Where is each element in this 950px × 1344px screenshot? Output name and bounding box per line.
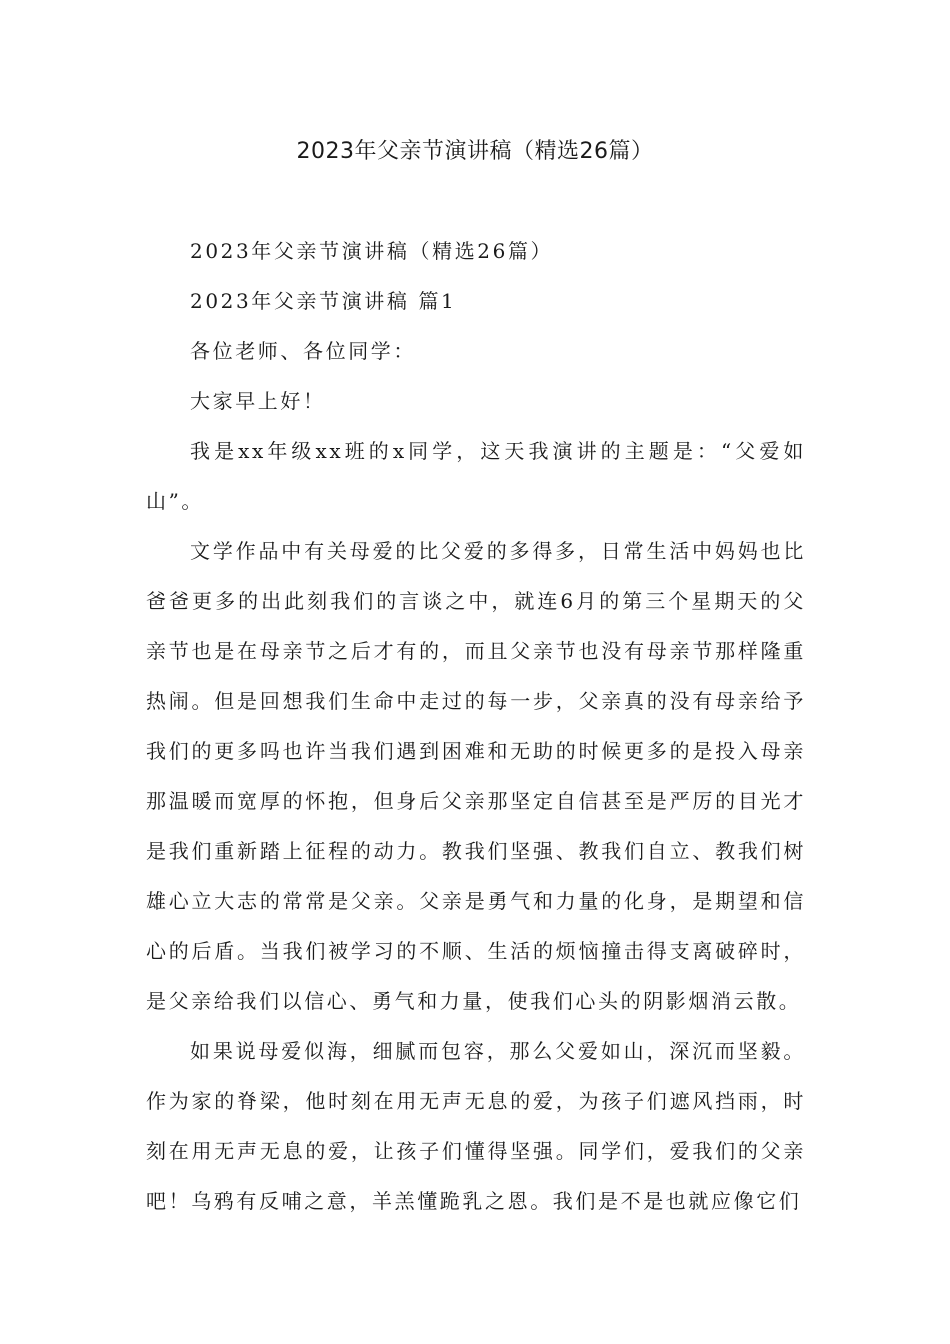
paragraph-section-heading: 2023年父亲节演讲稿 篇1 [190,289,457,313]
paragraph-subtitle: 2023年父亲节演讲稿（精选26篇） [190,239,554,263]
paragraph-body-2: 如果说母爱似海，细腻而包容，那么父爱如山，深沉而坚毅。作为家的脊梁，他时刻在用无声无息的爱，为孩子们遮风挡雨，时刻在用无声无息的爱，让孩子们懂得坚强。同学们，爱我们的父亲吧！乌鸦有反哺之意，羊羔懂跪乳之恩。我们是不是也就应像它们 [146,1039,806,1213]
paragraph-body-1: 文学作品中有关母爱的比父爱的多得多，日常生活中妈妈也比爸爸更多的出此刻我们的言谈之中，就连6月的第三个星期天的父亲节也是在母亲节之后才有的，而且父亲节也没有母亲节那样隆重热闹。但是回想我们生命中走过的每一步，父亲真的没有母亲给予我们的更多吗也许当我们遇到困难和无助的时候更多的是投入母亲那温暖而宽厚的怀抱，但身后父亲那坚定自信甚至是严厉的目光才是我们重新踏上征程的动力。教我们坚强、教我们自立、教我们树雄心立大志的常常是父亲。父亲是勇气和力量的化身，是期望和信心的后盾。当我们被学习的不顺、生活的烦恼撞击得支离破碎时，是父亲给我们以信心、勇气和力量，使我们心头的阴影烟消云散。 [146,539,806,1013]
paragraph-salutation: 各位老师、各位同学： [190,339,416,363]
paragraph-intro: 我是xx年级xx班的x同学，这天我演讲的主题是：“父爱如山”。 [146,439,806,513]
paragraph-greeting: 大家早上好！ [190,389,326,413]
document-body [146,226,806,1226]
document-title: 2023年父亲节演讲稿（精选26篇） [296,139,654,164]
